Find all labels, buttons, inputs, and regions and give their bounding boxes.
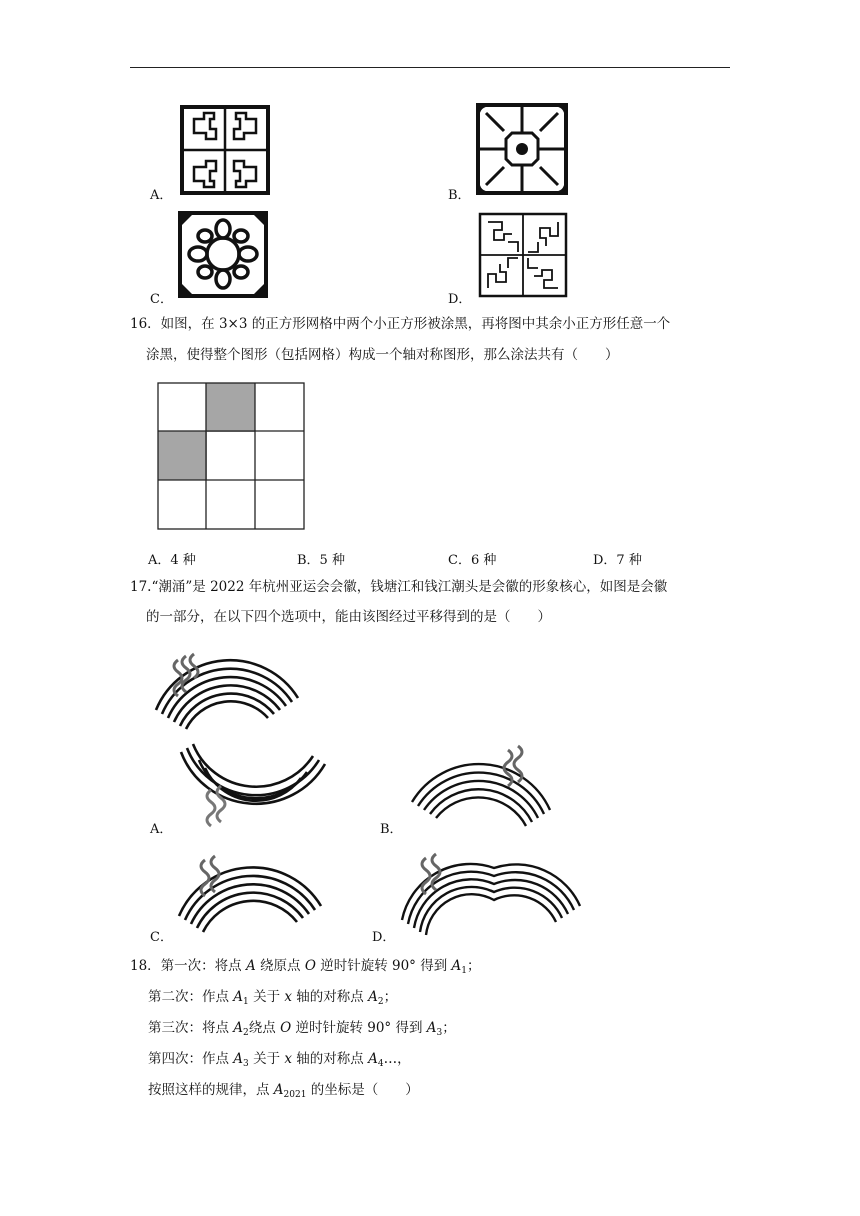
q15-option-a-label[interactable]: A． (150, 188, 173, 203)
q18-line1 (130, 956, 480, 981)
q16-option-d[interactable]: D．7 种 (593, 553, 642, 568)
origin-o: O (280, 1020, 292, 1036)
q17-stem-line2: 的一部分，在以下四个选项中，能由该图经过平移得到的是（ ） (146, 609, 551, 625)
subscript: 2021 (283, 1090, 307, 1100)
q18-text: 第二次：作点 (148, 989, 234, 1005)
axis-x: x (284, 989, 292, 1005)
q18-line3 (148, 1018, 456, 1043)
tide-emblem-icon (152, 638, 302, 730)
q15-option-b-label[interactable]: B． (448, 188, 471, 203)
q15-option-d-label[interactable]: D． (448, 292, 472, 307)
octagon-lattice-pattern-icon (476, 103, 568, 195)
q17-option-b-label[interactable]: B． (380, 822, 403, 837)
point-a: A (273, 1082, 284, 1098)
pinwheel-lattice-pattern-icon (478, 212, 568, 298)
q18-text: 绕点 (248, 1020, 281, 1036)
tide-double-icon (398, 850, 584, 936)
tide-mirrored-icon (408, 740, 554, 828)
q16-stem-line2: 涂黑，使得整个图形（包括网格）构成一个轴对称图形，那么涂法共有（ ） (146, 347, 619, 363)
q18-text: …， (383, 1051, 411, 1067)
point-a: A (233, 989, 244, 1005)
q16-stem-line1: 16．如图，在 3×3 的正方形网格中两个小正方形被涂黑，再将图中其余小正方形任意一个 (130, 316, 671, 332)
q18-line4 (148, 1049, 411, 1074)
q16-option-c[interactable]: C．6 种 (448, 553, 497, 568)
subscript: 2 (377, 997, 384, 1007)
q18-text: 逆时针旋转 90° 得到 (291, 1020, 427, 1036)
q16-option-a[interactable]: A．4 种 (148, 553, 196, 568)
q18-text: 关于 (248, 1051, 285, 1067)
tide-translated-icon (175, 850, 325, 934)
q17-stem-line1: 17.“潮涌”是 2022 年杭州亚运会会徽，钱塘江和钱江潮头是会徽的形象核心，如图是会徽 (130, 579, 668, 595)
header-rule (130, 67, 730, 68)
flower-pattern-icon (178, 211, 268, 298)
q16-grid-figure (157, 382, 305, 530)
cross-lattice-pattern-icon (180, 105, 270, 195)
q18-text: 第四次：作点 (148, 1051, 234, 1067)
q18-text: 轴的对称点 (292, 989, 369, 1005)
point-a: A (233, 1020, 244, 1036)
q18-text: 逆时针旋转 90° 得到 (315, 958, 452, 974)
q15-option-c-label[interactable]: C． (150, 292, 173, 307)
point-a: A (451, 958, 462, 974)
subscript: 3 (436, 1028, 443, 1038)
q18-text: 按照这样的规律，点 (148, 1082, 274, 1098)
q18-text: 绕原点 (255, 958, 305, 974)
subscript: 4 (377, 1059, 384, 1069)
subscript: 1 (461, 966, 467, 976)
point-a: A (245, 958, 256, 974)
q17-option-d-label[interactable]: D． (372, 930, 396, 945)
q16-option-b[interactable]: B．5 种 (297, 553, 345, 568)
tide-rotated-icon (177, 742, 329, 828)
point-a: A (426, 1020, 437, 1036)
point-a: A (233, 1051, 244, 1067)
q18-text: ； (466, 958, 481, 974)
point-a: A (368, 1051, 378, 1067)
q18-text: 轴的对称点 (292, 1051, 369, 1067)
q18-text: 第三次：将点 (148, 1020, 234, 1036)
point-a: A (368, 989, 378, 1005)
q17-option-c-label[interactable]: C． (150, 930, 173, 945)
axis-x: x (284, 1051, 292, 1067)
subscript: 2 (243, 1028, 249, 1038)
q18-text: 的坐标是（ ） (306, 1082, 419, 1098)
subscript: 1 (243, 997, 249, 1007)
origin-o: O (304, 958, 316, 974)
q18-line2 (148, 987, 397, 1012)
q18-line5 (148, 1080, 419, 1105)
q18-text: 关于 (248, 989, 285, 1005)
q18-text: ； (383, 989, 398, 1005)
grid-cell-shaded (158, 431, 207, 480)
q17-option-a-label[interactable]: A． (150, 822, 173, 837)
subscript: 3 (243, 1059, 249, 1069)
q18-text: ； (442, 1020, 456, 1036)
q18-text: 18．第一次：将点 (130, 958, 246, 974)
grid-cell-shaded (206, 383, 255, 432)
